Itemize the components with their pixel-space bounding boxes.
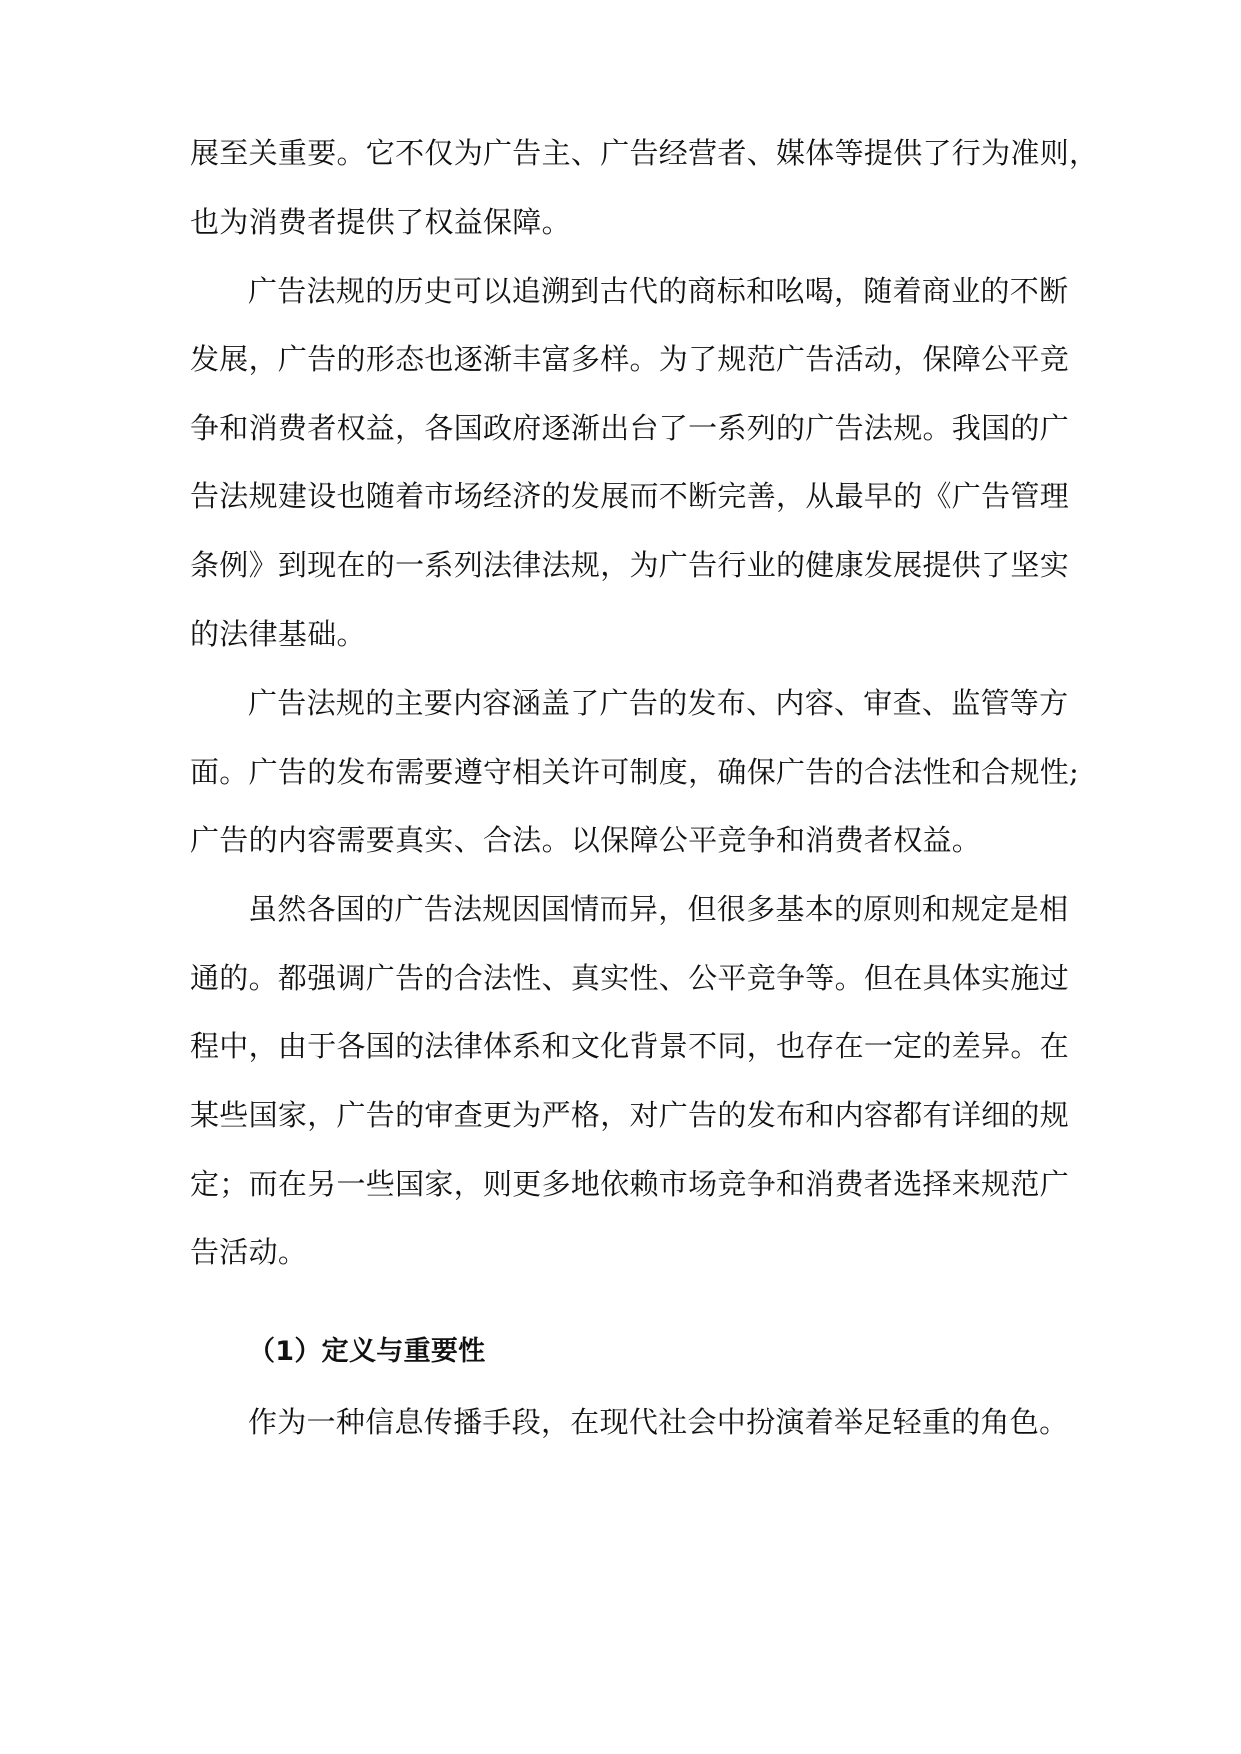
paragraph-2-line-4: 告法规建设也随着市场经济的发展而不断完善，从最早的《广告管理 <box>190 479 1070 513</box>
paragraph-4-line-2: 通的。都强调广告的合法性、真实性、公平竞争等。但在具体实施过 <box>190 961 1070 995</box>
paragraph-2-line-6: 的法律基础。 <box>190 617 366 651</box>
paragraph-3-line-3: 广告的内容需要真实、合法。以保障公平竞争和消费者权益。 <box>190 823 982 857</box>
paragraph-4-line-6: 告活动。 <box>190 1235 308 1269</box>
paragraph-2-line-5: 条例》到现在的一系列法律法规，为广告行业的健康发展提供了坚实 <box>190 548 1070 582</box>
paragraph-2-line-3: 争和消费者权益，各国政府逐渐出台了一系列的广告法规。我国的广 <box>190 411 1070 445</box>
paragraph-4-line-3: 程中，由于各国的法律体系和文化背景不同，也存在一定的差异。在 <box>190 1029 1070 1063</box>
section-heading: （1）定义与重要性 <box>248 1336 486 1367</box>
paragraph-3-line-2: 面。广告的发布需要遵守相关许可制度，确保广告的合法性和合规性; <box>190 755 1080 789</box>
paragraph-4-line-4: 某些国家，广告的审查更为严格，对广告的发布和内容都有详细的规 <box>190 1098 1070 1132</box>
paragraph-4-line-1: 虽然各国的广告法规因国情而异，但很多基本的原则和规定是相 <box>248 892 1069 926</box>
paragraph-2-line-1: 广告法规的历史可以追溯到古代的商标和吆喝，随着商业的不断 <box>248 274 1069 308</box>
paragraph-4-line-5: 定；而在另一些国家，则更多地依赖市场竞争和消费者选择来规范广 <box>190 1167 1070 1201</box>
paragraph-2-line-2: 发展，广告的形态也逐渐丰富多样。为了规范广告活动，保障公平竞 <box>190 342 1070 376</box>
paragraph-5-line-1: 作为一种信息传播手段，在现代社会中扮演着举足轻重的角色。 <box>248 1405 1069 1439</box>
paragraph-3-line-1: 广告法规的主要内容涵盖了广告的发布、内容、审查、监管等方 <box>248 686 1069 720</box>
paragraph-1-line-2: 也为消费者提供了权益保障。 <box>190 205 571 239</box>
paragraph-1-line-1: 展至关重要。它不仅为广告主、广告经营者、媒体等提供了行为准则， <box>190 136 1099 170</box>
